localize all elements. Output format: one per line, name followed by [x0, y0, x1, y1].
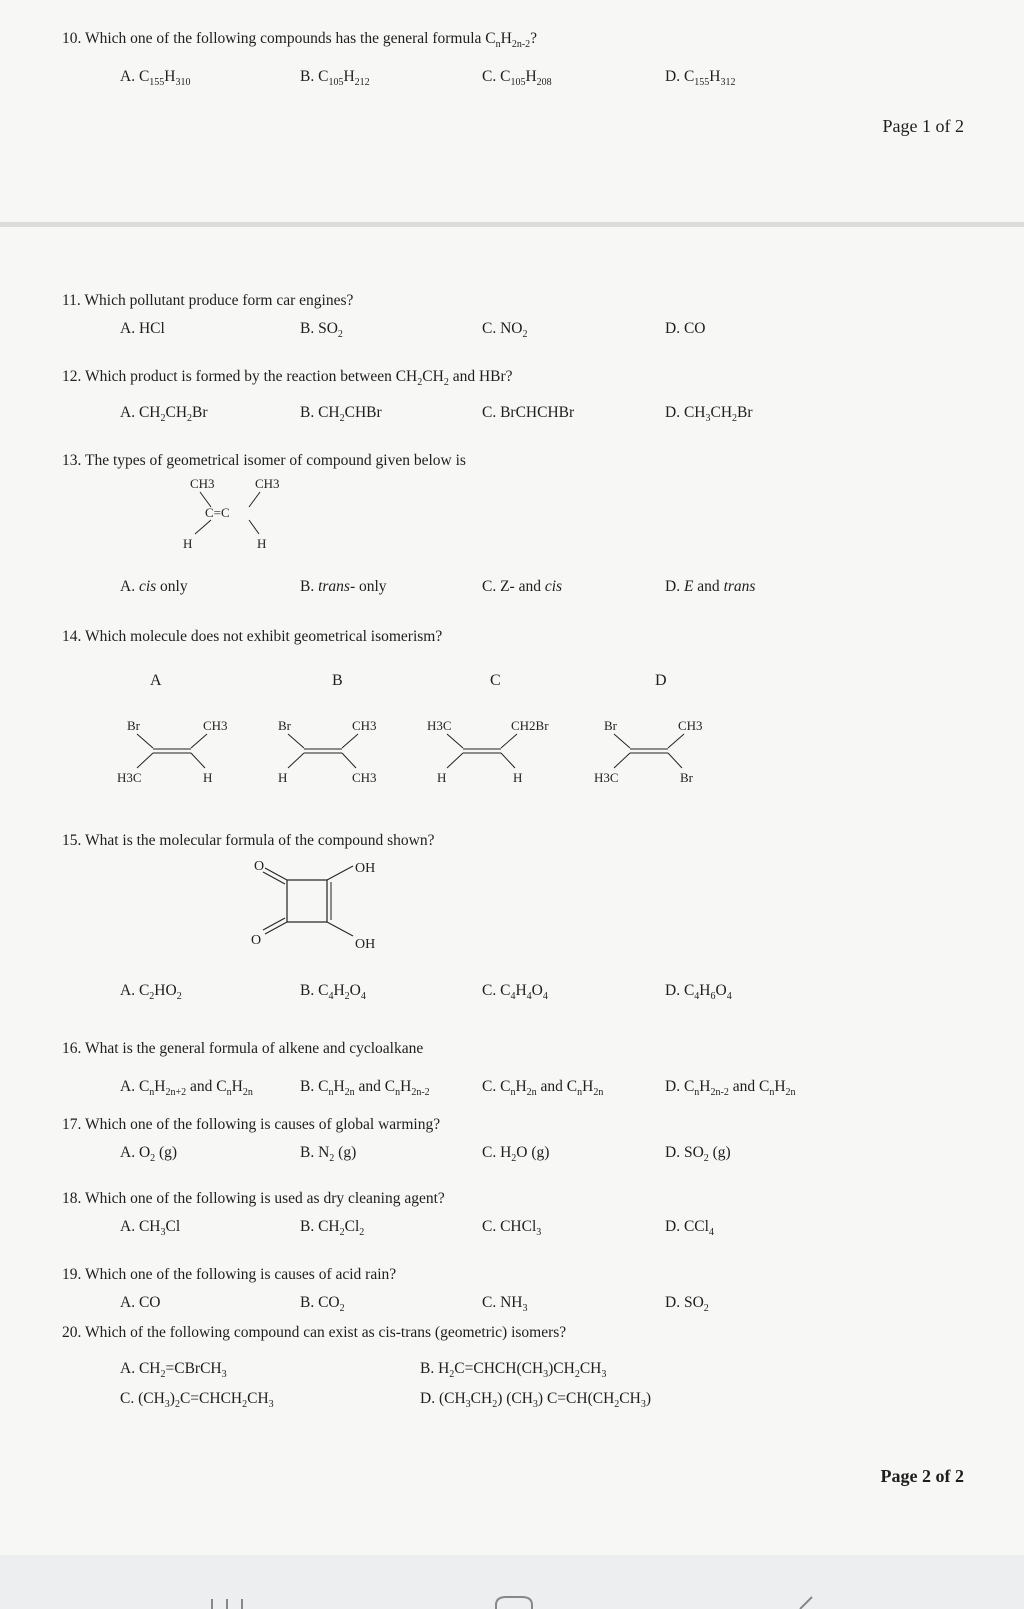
- q11-option-c: C. $NO_2$: [482, 320, 528, 341]
- q10-option-d: D. $C_{155}H_{312}$: [665, 68, 736, 89]
- q15-o-bottom: O: [251, 933, 262, 948]
- q17-option-b: B. $N_2$ (g): [300, 1144, 357, 1165]
- q15-option-d: D. $C_4H_6O_4$: [665, 982, 732, 1003]
- q13-option-c: C. Z- and cis: [482, 578, 563, 595]
- q19-option-b: B. $CO_2$: [300, 1294, 345, 1315]
- q19-option-c: C. $NH_3$: [482, 1294, 528, 1315]
- page-number-2: Page 2 of 2: [880, 1466, 964, 1486]
- q15-option-b: B. $C_4H_2O_4$: [300, 982, 366, 1003]
- q18-option-b: B. $CH_2Cl_2$: [300, 1218, 365, 1239]
- question-10-stem: 10. Which one of the following compounds has the general formula $C_nH_{2n-2}$?: [62, 30, 538, 51]
- q16-option-b: B. $C_nH_{2n}$ and $C_nH_{2n-2}$: [300, 1078, 430, 1099]
- svg-text:H3C: H3C: [117, 770, 142, 785]
- q11-option-a: A. HCl: [120, 320, 165, 337]
- q14-structure-b: [272, 712, 392, 790]
- svg-text:Br: Br: [127, 718, 140, 733]
- svg-text:H: H: [513, 770, 523, 785]
- svg-text:Br: Br: [604, 718, 617, 733]
- system-navigation-bar: [0, 1555, 1024, 1609]
- q17-option-a: A. $O_2$ (g): [120, 1144, 178, 1165]
- q10-option-b: B. $C_{105}H_{212}$: [300, 68, 370, 89]
- q13-option-d: D. E and trans: [665, 578, 756, 595]
- back-icon[interactable]: [800, 1597, 812, 1609]
- svg-text:CH3: CH3: [352, 718, 377, 733]
- svg-text:CH2Br: CH2Br: [511, 718, 549, 733]
- q20-option-a: A. $CH_2=CBrCH_3$: [120, 1360, 227, 1381]
- q12-option-a: A. $CH_2CH_2Br$: [120, 404, 208, 425]
- recent-apps-icon[interactable]: [212, 1599, 242, 1609]
- question-18-stem: 18. Which one of the following is used as dry cleaning agent?: [62, 1190, 445, 1207]
- q17-option-d: D. $SO_2$ (g): [665, 1144, 731, 1165]
- q10-option-a: A. $C_{155}H_{310}$: [120, 68, 191, 89]
- svg-text:H: H: [437, 770, 447, 785]
- q15-structure: [245, 852, 395, 962]
- svg-text:CH3: CH3: [352, 770, 377, 785]
- q15-option-c: C. $C_4H_4O_4$: [482, 982, 548, 1003]
- q16-option-c: C. $C_nH_{2n}$ and $C_nH_{2n}$: [482, 1078, 604, 1099]
- q14-label-d: D: [655, 672, 667, 689]
- q15-o-top: O: [254, 859, 265, 874]
- question-12-stem: 12. Which product is formed by the reaction between $CH_2CH_2$ and HBr?: [62, 368, 513, 389]
- page-divider: [0, 222, 1024, 227]
- question-19-stem: 19. Which one of the following is causes of acid rain?: [62, 1266, 397, 1283]
- svg-text:H3C: H3C: [594, 770, 619, 785]
- q14-structure-a: [115, 712, 235, 790]
- q13-bottom-left: H: [183, 536, 193, 551]
- question-13-stem: 13. The types of geometrical isomer of compound given below is: [62, 452, 466, 469]
- q10-option-c: C. $C_{105}H_{208}$: [482, 68, 552, 89]
- q12-option-c: C. BrCHCHBr: [482, 404, 575, 421]
- q18-option-d: D. CCl$_4$: [665, 1218, 714, 1239]
- q14-label-c: C: [490, 672, 501, 689]
- svg-text:Br: Br: [278, 718, 291, 733]
- q14-structure-c: [425, 712, 565, 790]
- q19-option-a: A. CO: [120, 1294, 161, 1311]
- q13-option-a: A. cis only: [120, 578, 188, 595]
- q14-label-a: A: [150, 672, 162, 689]
- q13-structure: [175, 472, 285, 557]
- q17-option-c: C. $H_2O$ (g): [482, 1144, 550, 1165]
- svg-text:CH3: CH3: [678, 718, 703, 733]
- q16-option-d: D. $C_nH_{2n-2}$ and $C_nH_{2n}$: [665, 1078, 796, 1099]
- q12-option-d: D. $CH_3CH_2Br$: [665, 404, 753, 425]
- q15-oh-top: OH: [355, 861, 376, 876]
- q20-option-c: C. $(CH_3)_2C=CHCH_2CH_3$: [120, 1390, 274, 1411]
- svg-text:Br: Br: [680, 770, 693, 785]
- q20-option-d: D. $(CH_3CH_2)$ $(CH_3)$ $C=CH(CH_2CH_3)$: [420, 1390, 651, 1411]
- q14-label-b: B: [332, 672, 343, 689]
- page-number-1: Page 1 of 2: [882, 116, 964, 136]
- q14-structure-d: [592, 712, 712, 790]
- q13-top-left: CH3: [190, 476, 215, 491]
- svg-text:CH3: CH3: [203, 718, 228, 733]
- q11-option-d: D. CO: [665, 320, 706, 337]
- q13-bottom-right: H: [257, 536, 267, 551]
- q11-option-b: B. $SO_2$: [300, 320, 343, 341]
- question-11-stem: 11. Which pollutant produce form car engines?: [62, 292, 354, 309]
- svg-text:H: H: [203, 770, 213, 785]
- q20-option-b: B. $H_2C=CHCH(CH_3)CH_2CH_3$: [420, 1360, 607, 1381]
- svg-text:H: H: [278, 770, 288, 785]
- question-14-stem: 14. Which molecule does not exhibit geometrical isomerism?: [62, 628, 443, 645]
- q12-option-b: B. $CH_2CHBr$: [300, 404, 382, 425]
- q16-option-a: A. $C_nH_{2n+2}$ and $C_nH_{2n}$: [120, 1078, 253, 1099]
- question-17-stem: 17. Which one of the following is causes of global warming?: [62, 1116, 441, 1133]
- q13-top-right: CH3: [255, 476, 280, 491]
- q18-option-c: C. CHCl$_3$: [482, 1218, 542, 1239]
- svg-text:H3C: H3C: [427, 718, 452, 733]
- q18-option-a: A. $CH_3Cl$: [120, 1218, 181, 1239]
- question-16-stem: 16. What is the general formula of alkene and cycloalkane: [62, 1040, 424, 1057]
- q13-center: C=C: [205, 505, 230, 520]
- q13-option-b: B. trans- only: [300, 578, 387, 595]
- q15-option-a: A. $C_2HO_2$: [120, 982, 182, 1003]
- question-20-stem: 20. Which of the following compound can exist as cis-trans (geometric) isomers?: [62, 1324, 567, 1341]
- q19-option-d: D. $SO_2$: [665, 1294, 709, 1315]
- q15-oh-bottom: OH: [355, 937, 376, 952]
- home-icon[interactable]: [496, 1597, 532, 1609]
- question-15-stem: 15. What is the molecular formula of the compound shown?: [62, 832, 435, 849]
